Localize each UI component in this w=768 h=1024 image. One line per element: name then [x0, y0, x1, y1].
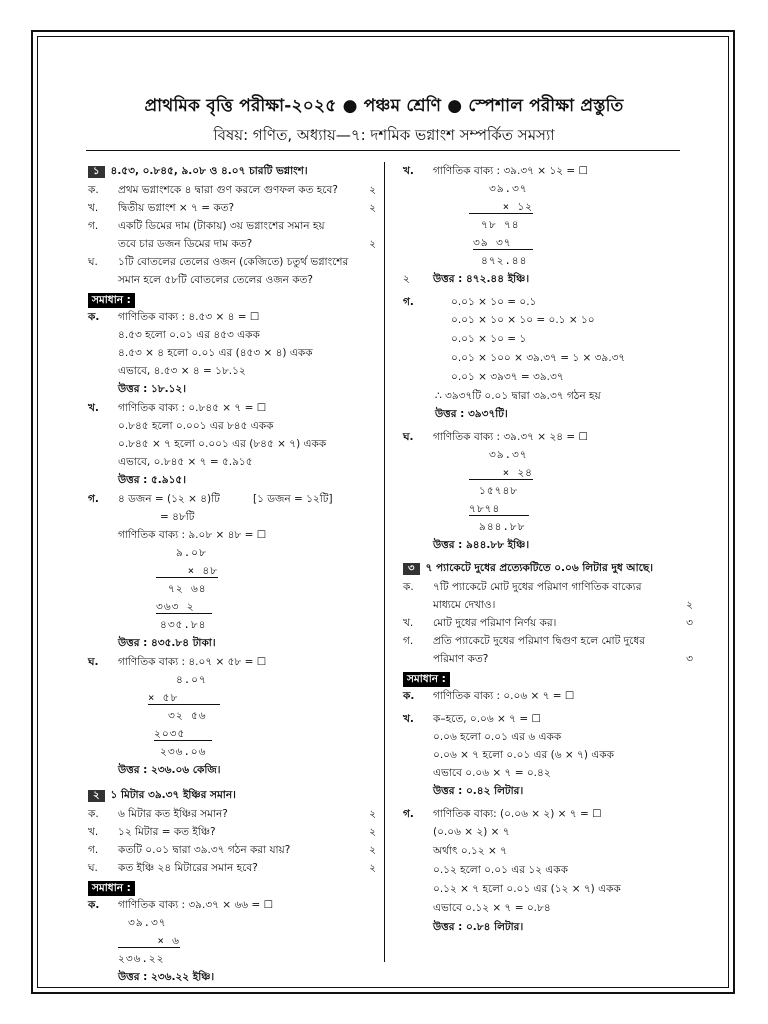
text-row [403, 672, 693, 691]
answer-line: ০.০১ × ১০ × ১০ = ০.১ × ১০ [451, 314, 595, 326]
text-row [88, 918, 376, 936]
question-2-stem: ২ ১ মিটার ৩৯.৩৭ ইঞ্চির সমান। [88, 790, 376, 809]
part-text: ৬ মিটার কত ইঞ্চির সমান? [118, 808, 228, 820]
text-row [88, 900, 376, 918]
text-row [403, 256, 693, 274]
text-row [88, 293, 376, 312]
answer-result: উত্তর : ১৮.১২। [118, 383, 186, 395]
text-row [88, 257, 376, 275]
calc-line: × ১২ [469, 202, 533, 214]
text-row [403, 732, 693, 750]
part-label: খ. [403, 617, 414, 629]
text-row [403, 238, 693, 256]
calc-line: × ৪৮ [156, 566, 218, 578]
answer-line: ০.১২ × ৭ হলো ০.০১ এর (১২ × ৭) একক [433, 883, 621, 895]
answer-result: উত্তর : ৪৩৫.৮৪ টাকা। [118, 637, 216, 649]
answer-line: ০.০১ × ১০ = ০.১ [451, 296, 537, 308]
answer-line: গাণিতিক বাক্য : ৩৯.৩৭ × ১২ = ☐ [433, 165, 588, 177]
question-1-stem: ১ ৪.৫৩, ০.৮৪৫, ৯.০৮ ও ৪.০৭ চারটি ভগ্নাংশ। [88, 166, 376, 185]
text-row [403, 809, 693, 827]
text-row [403, 504, 693, 522]
answer-label-ga: গ. [403, 808, 414, 820]
answer-line: ০.০৬ × ৭ হলো ০.০১ এর (৬ × ৭) একক [433, 749, 614, 761]
text-row [403, 409, 693, 428]
question-number-badge: ১ [88, 166, 105, 178]
calc-line: × ২৪ [469, 468, 533, 480]
calc-line: × ৬ [118, 936, 180, 948]
answer-line: ৪.৫৩ হলো ০.০১ এর ৪৫৩ একক [118, 329, 260, 341]
part-text: সমান হলে ৫৮টি বোতলের তেলের ওজন কত? [118, 274, 314, 286]
text-row [403, 540, 693, 559]
part-text: প্রতি প্যাকেটে দুধের পরিমাণ দ্বিগুণ হলে মোট দুধের [433, 635, 646, 647]
answer-line: গাণিতিক বাক্য : ০.০৬ × ৭ = ☐ [433, 690, 575, 702]
part-text: দ্বিতীয় ভগ্নাংশ × ৭ = কত? [118, 202, 235, 214]
text-row [88, 403, 376, 421]
text-row [403, 184, 693, 202]
marks: ২ [369, 184, 376, 196]
text-row [403, 750, 693, 768]
text-row [88, 657, 376, 675]
calc-line: ১৫৭৪৮ [479, 485, 519, 497]
answer-result: উত্তর : ২৩৬.২২ ইঞ্চি। [118, 971, 215, 983]
calc-line: ৩৬৩ ২ [156, 602, 212, 614]
part-text: পরিমাণ কত? [433, 653, 489, 665]
text-row [403, 714, 693, 732]
text-row [88, 421, 376, 439]
answer-line: এভাবে ০.১২ × ৭ = ০.৮৪ [433, 902, 551, 914]
part-label: গ. [88, 844, 99, 856]
page-title: প্রাথমিক বৃত্তি পরীক্ষা-২০২৫ ● পঞ্চম শ্রেণি ● স্পেশাল পরীক্ষা প্রস্তুতি [144, 96, 624, 116]
text-row [403, 297, 693, 315]
answer-line: গাণিতিক বাক্য : ০.৮৪৫ × ৭ = ☐ [118, 402, 267, 414]
text-row [403, 618, 693, 636]
text-row [88, 827, 376, 845]
text-row [88, 384, 376, 403]
calc-line: × ৫৮ [148, 693, 220, 705]
text-row [88, 512, 376, 530]
text-row [403, 582, 693, 600]
text-row [403, 315, 693, 334]
answer-line: ক–হতে, ০.০৬ × ৭ = ☐ [433, 713, 541, 725]
text-row [88, 366, 376, 384]
text-row [88, 203, 376, 221]
text-row [403, 768, 693, 786]
part-label: ঘ. [88, 862, 98, 874]
text-row [403, 846, 693, 865]
header-divider [86, 150, 680, 151]
text-row [88, 675, 376, 693]
calc-line: ৩৯.৩৭ [128, 917, 167, 929]
text-row [403, 334, 693, 353]
part-label: ঘ. [88, 256, 98, 268]
marks: ৩ [686, 617, 693, 629]
answer-line: গাণিতিক বাক্য : ৪.৫৩ × ৪ = ☐ [118, 311, 260, 323]
question-number-badge: ২ [88, 790, 105, 802]
text-row [88, 312, 376, 330]
text-row [403, 450, 693, 468]
calc-line: ৭৮ ৭৪ [481, 219, 520, 231]
answer-line: ০.৮৪৫ হলো ০.০০১ এর ৮৪৫ একক [118, 420, 274, 432]
answer-result: উত্তর : ৫.৯১৫। [118, 474, 186, 486]
column-divider [384, 162, 385, 962]
text-row [88, 348, 376, 366]
text-row [88, 936, 376, 954]
calc-line: ৩৯ ৩৭ [473, 238, 533, 250]
answer-line: গাণিতিক বাক্য: (০.০৬ × ২) × ৭ = ☐ [433, 808, 602, 820]
text-row [88, 221, 376, 239]
answer-label-ga: গ. [88, 493, 99, 505]
answer-label-gha: ঘ. [403, 431, 414, 443]
solution-label: সমাধান : [403, 672, 450, 687]
text-row [88, 638, 376, 657]
text-row [403, 903, 693, 922]
text-row [88, 566, 376, 584]
text-row [403, 884, 693, 903]
text-row [88, 711, 376, 729]
text-row [403, 166, 693, 184]
answer-result: উত্তর : ৩৯৩৭টি। [435, 408, 508, 420]
text-row [88, 972, 376, 990]
calc-line: ৩৯.৩৭ [489, 183, 528, 195]
text-row [88, 602, 376, 620]
calc-line: ২০৩৫ [154, 729, 212, 741]
part-text: কত ইঞ্চি ২৪ মিটারের সমান হবে? [118, 862, 258, 874]
answer-line: ০.০১ × ১০ = ১ [451, 333, 527, 345]
text-row [88, 845, 376, 863]
answer-line: ০.৮৪৫ × ৭ হলো ০.০০১ এর (৮৪৫ × ৭) একক [118, 438, 327, 450]
calc-line: ৪.০৭ [176, 674, 207, 686]
answer-line: ৪ ডজন = (১২ × ৪)টি [118, 493, 220, 505]
answer-line: ০.০১ × ১০০ × ৩৯.৩৭ = ১ × ৩৯.৩৭ [451, 352, 626, 364]
marks: ৩ [686, 653, 693, 665]
text-row [88, 275, 376, 293]
answer-result: উত্তর : ৪৭২.৪৪ ইঞ্চি। [433, 273, 530, 285]
text-row [88, 863, 376, 881]
answer-label-kha: খ. [88, 402, 99, 414]
answer-label-ka: ক. [88, 899, 100, 911]
text-row [88, 809, 376, 827]
part-label: ক. [88, 184, 99, 196]
text-row [403, 865, 693, 884]
text-row [88, 954, 376, 972]
part-text: তবে চার ডজন ডিমের দাম কত? [118, 238, 253, 250]
answer-line: ০.০৬ হলো ০.০১ এর ৬ একক [433, 731, 562, 743]
text-row [88, 620, 376, 638]
text-row [403, 372, 693, 391]
answer-line: গাণিতিক বাক্য : ৪.০৭ × ৫৮ = ☐ [118, 656, 267, 668]
calc-line: ২৩৬.০৬ [160, 746, 207, 758]
text-row [403, 274, 693, 293]
text-row [403, 468, 693, 486]
solution-label: সমাধান : [88, 881, 135, 896]
calc-line: ৪৩৫.৮৪ [160, 619, 207, 631]
text-row [403, 220, 693, 238]
text-row [403, 691, 693, 710]
text-row [88, 330, 376, 348]
answer-line: ০.১২ হলো ০.০১ এর ১২ একক [433, 864, 568, 876]
part-label: গ. [403, 635, 414, 647]
part-text: ৭টি প্যাকেটে মোট দুধের পরিমাণ গাণিতিক বাক্যের [433, 581, 642, 593]
answer-line: ০.০১ × ৩৯৩৭ = ৩৯.৩৭ [451, 371, 564, 383]
part-text: কতটি ০.০১ দ্বারা ৩৯.৩৭ গঠন করা যায়? [118, 844, 291, 856]
text-row [88, 475, 376, 494]
calc-line: ৭৮৭৪ [469, 504, 529, 516]
text-row [403, 654, 693, 672]
part-text: মোট দুধের পরিমাণ নির্ণয় কর। [433, 617, 557, 629]
page-subtitle: বিষয়: গণিত, অধ্যায়—৭: দশমিক ভগ্নাংশ সম্পর্কিত সমস্যা [213, 126, 555, 144]
answer-note: [১ ডজন = ১২টি] [253, 493, 333, 505]
part-text: প্রথম ভগ্নাংশকে ৪ দ্বারা গুণ করলে গুণফল কত হবে? [118, 184, 338, 196]
part-label: গ. [88, 220, 99, 232]
right-column [403, 166, 693, 940]
part-label: ক. [88, 808, 99, 820]
part-text: ১২ মিটার = কত ইঞ্চি? [118, 826, 216, 838]
answer-line: এভাবে, ৪.৫৩ × ৪ = ১৮.১২ [118, 365, 246, 377]
text-row [403, 522, 693, 540]
text-row [403, 391, 693, 409]
text-row [88, 185, 376, 203]
marks: ২ [369, 826, 376, 838]
part-label: ক. [403, 581, 414, 593]
marks: ২ [369, 238, 376, 250]
calc-line: ৩২ ৫৬ [168, 710, 207, 722]
answer-label-kha: খ. [403, 165, 414, 177]
answer-result: উত্তর : ৯৪৪.৮৮ ইঞ্চি। [433, 539, 530, 551]
calc-line: ৯৪৪.৮৮ [479, 521, 526, 533]
answer-line: ৪.৫৩ × ৪ হলো ০.০১ এর (৪৫৩ × ৪) একক [118, 347, 313, 359]
marks: ২ [369, 202, 376, 214]
answer-line: গাণিতিক বাক্য : ৯.০৮ × ৪৮ = ☐ [118, 529, 267, 541]
marks: ২ [369, 808, 376, 820]
text-row [88, 584, 376, 602]
text-row [88, 457, 376, 475]
answer-line: এভাবে, ০.৮৪৫ × ৭ = ৫.৯১৫ [118, 456, 253, 468]
answer-prefix: ২ [403, 273, 410, 285]
text-row [88, 765, 376, 784]
text-row [88, 239, 376, 257]
part-text: ১টি বোতলের তেলের ওজন (কেজিতে) চতুর্থ ভগ্নাংশের [118, 256, 349, 268]
text-row [88, 693, 376, 711]
calc-line: ৪৭২.৪৪ [481, 255, 528, 267]
answer-label-ka: ক. [403, 690, 415, 702]
answer-line: এভাবে ০.০৬ × ৭ = ০.৪২ [433, 767, 551, 779]
calc-line: ৩৯.৩৭ [489, 449, 528, 461]
calc-line: ২৩৬.২২ [118, 953, 165, 965]
answer-label-ga: গ. [403, 296, 414, 308]
answer-label-gha: ঘ. [88, 656, 99, 668]
marks: ২ [369, 844, 376, 856]
answer-result: উত্তর : ০.৮৪ লিটার। [433, 921, 524, 933]
answer-line: গাণিতিক বাক্য : ৩৯.৩৭ × ২৪ = ☐ [433, 431, 588, 443]
part-text: মাধ্যমে দেখাও। [433, 599, 496, 611]
answer-result: উত্তর : ২৩৬.০৬ কেজি। [118, 764, 221, 776]
text-row [88, 530, 376, 548]
text-row [403, 827, 693, 846]
text-row [88, 494, 376, 512]
answer-line: (০.০৬ × ২) × ৭ [433, 826, 510, 838]
marks: ২ [686, 599, 693, 611]
answer-label-ka: ক. [88, 311, 100, 323]
answer-result: উত্তর : ০.৪২ লিটার। [433, 785, 524, 797]
text-row [403, 486, 693, 504]
text-row [403, 432, 693, 450]
answer-label-kha: খ. [403, 713, 414, 725]
part-text: একটি ডিমের দাম (টাকায়) ৩য় ভগ্নাংশের সমান হয় [118, 220, 325, 232]
text-row [403, 636, 693, 654]
text-row [403, 353, 693, 372]
part-label: খ. [88, 202, 99, 214]
answer-line: = ৪৮টি [160, 511, 195, 523]
text-row [403, 600, 693, 618]
question-3-stem: ৩ ৭ প্যাকেটে দুধের প্রত্যেকটিতে ০.০৬ লিটার দুধ আছে। [403, 563, 693, 582]
text-row [88, 881, 376, 900]
answer-line: ∴ ৩৯৩৭টি ০.০১ দ্বারা ৩৯.৩৭ গঠন হয় [435, 390, 601, 402]
part-label: খ. [88, 826, 99, 838]
answer-line: অর্থাৎ ০.১২ × ৭ [433, 845, 507, 857]
answer-line: গাণিতিক বাক্য : ৩৯.৩৭ × ৬৬ = ☐ [118, 899, 273, 911]
text-row [88, 548, 376, 566]
left-column [88, 166, 376, 990]
text-row [403, 786, 693, 805]
text-row [88, 729, 376, 747]
solution-label: সমাধান : [88, 293, 135, 308]
marks: ২ [369, 862, 376, 874]
calc-line: ৯.০৮ [176, 547, 207, 559]
text-row [88, 439, 376, 457]
question-number-badge: ৩ [403, 563, 420, 575]
calc-line: ৭২ ৬৪ [168, 583, 207, 595]
text-row [88, 747, 376, 765]
text-row [403, 922, 693, 940]
text-row [403, 202, 693, 220]
